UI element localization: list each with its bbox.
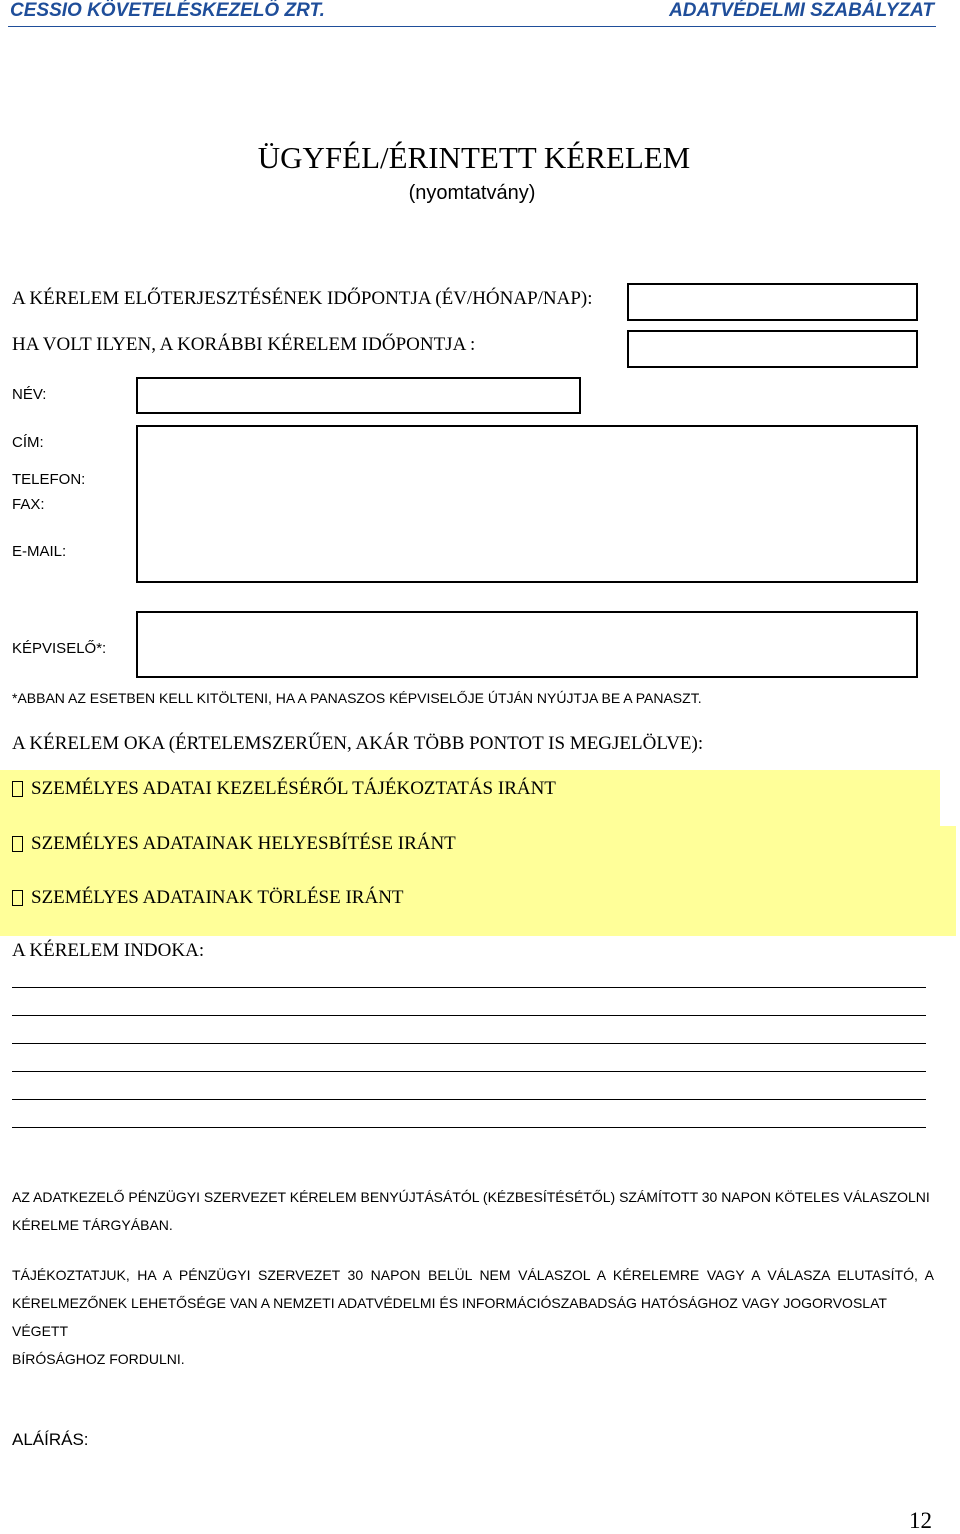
justification-line[interactable] bbox=[12, 1015, 926, 1016]
header-divider bbox=[8, 26, 936, 27]
submission-date-field[interactable] bbox=[627, 283, 918, 321]
checkbox-icon[interactable] bbox=[12, 890, 23, 906]
notice-line: KÉRELMEZŐNEK LEHETŐSÉGE VAN A NEMZETI ADATVÉDELMI ÉS INFORMÁCIÓSZABADSÁG HATÓSÁGHOZ VAGY JOGORVOSLAT VÉGETT bbox=[12, 1295, 887, 1339]
representative-note: *ABBAN AZ ESETBEN KELL KITÖLTENI, HA A PANASZOS KÉPVISELŐJE ÚTJÁN NYÚJTJA BE A PANASZT. bbox=[12, 690, 702, 706]
name-label: NÉV: bbox=[12, 386, 47, 403]
option-row[interactable] bbox=[12, 833, 456, 855]
option-label: SZEMÉLYES ADATAI KEZELÉSÉRŐL TÁJÉKOZTATÁS IRÁNT bbox=[31, 778, 556, 799]
name-field[interactable] bbox=[136, 377, 581, 414]
reason-heading: A KÉRELEM OKA (ÉRTELEMSZERŰEN, AKÁR TÖBB PONTOT IS MEGJELÖLVE): bbox=[12, 733, 704, 754]
email-label: E-MAIL: bbox=[12, 543, 67, 560]
justification-line[interactable] bbox=[12, 1043, 926, 1044]
previous-date-field[interactable] bbox=[627, 330, 918, 368]
page-number: 12 bbox=[909, 1508, 932, 1533]
representative-label: KÉPVISELŐ*: bbox=[12, 640, 107, 657]
document-title: ADATVÉDELMI SZABÁLYZAT bbox=[669, 0, 934, 21]
option-label: SZEMÉLYES ADATAINAK HELYESBÍTÉSE IRÁNT bbox=[31, 833, 456, 854]
address-label: CÍM: bbox=[12, 434, 44, 451]
submission-date-label: A KÉRELEM ELŐTERJESZTÉSÉNEK IDŐPONTJA (ÉV/HÓNAP/NAP): bbox=[12, 288, 593, 309]
option-label: SZEMÉLYES ADATAINAK TÖRLÉSE IRÁNT bbox=[31, 887, 404, 908]
notice-line: BÍRÓSÁGHOZ FORDULNI. bbox=[12, 1351, 185, 1367]
remedy-notice bbox=[12, 1261, 934, 1373]
response-deadline-notice bbox=[12, 1183, 932, 1239]
justification-line[interactable] bbox=[12, 987, 926, 988]
notice-line: TÁJÉKOZTATJUK, HA A PÉNZÜGYI SZERVEZET 30 NAPON BELÜL NEM VÁLASZOL A KÉRELEMRE VAGY A VÁLASZA ELUTASÍTÓ, A bbox=[12, 1267, 934, 1283]
option-row[interactable] bbox=[12, 778, 556, 800]
option-row[interactable] bbox=[12, 887, 404, 909]
phone-label: TELEFON: bbox=[12, 471, 86, 488]
contact-details-field[interactable] bbox=[136, 425, 918, 583]
fax-label: FAX: bbox=[12, 496, 45, 513]
checkbox-icon[interactable] bbox=[12, 781, 23, 797]
notice-line: AZ ADATKEZELŐ PÉNZÜGYI SZERVEZET KÉRELEM BENYÚJTÁSÁTÓL (KÉZBESÍTÉSÉTŐL) SZÁMÍTOTT 30 NAPON KÖTELES VÁLASZOLNI bbox=[12, 1189, 930, 1205]
previous-date-label: HA VOLT ILYEN, A KORÁBBI KÉRELEM IDŐPONTJA : bbox=[12, 334, 476, 355]
form-subtitle: (nyomtatvány) bbox=[408, 182, 536, 204]
representative-field[interactable] bbox=[136, 611, 918, 678]
justification-line[interactable] bbox=[12, 1071, 926, 1072]
checkbox-icon[interactable] bbox=[12, 836, 23, 852]
form-title: ÜGYFÉL/ÉRINTETT KÉRELEM bbox=[257, 140, 691, 175]
justification-line[interactable] bbox=[12, 1127, 926, 1128]
notice-line: KÉRELME TÁRGYÁBAN. bbox=[12, 1217, 173, 1233]
justification-line[interactable] bbox=[12, 1099, 926, 1100]
company-name: CESSIO KÖVETELÉSKEZELŐ ZRT. bbox=[10, 0, 325, 21]
signature-label: ALÁÍRÁS: bbox=[12, 1430, 89, 1449]
justification-label: A KÉRELEM INDOKA: bbox=[12, 940, 205, 961]
